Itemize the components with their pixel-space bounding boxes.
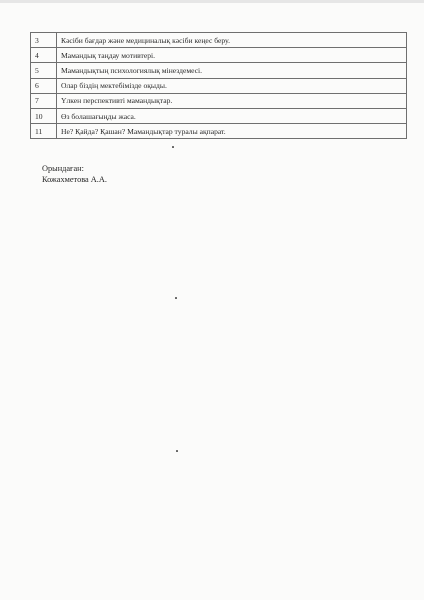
row-text: Мамандықтың психологиялық мінездемесі. [57,63,407,78]
table-row [31,124,407,139]
row-number: 11 [31,124,57,139]
signature-label: Орындаған: [42,164,84,173]
table-row [31,78,407,93]
row-text: Үлкен перспективті мамандықтар. [57,93,407,108]
signature-name: Кожахметова А.А. [42,174,107,184]
row-text: Кәсіби бағдар және медициналық кәсіби кеңес беру. [57,33,407,48]
row-number: 4 [31,48,57,63]
scan-speck [176,450,178,452]
row-text: Не? Қайда? Қашан? Мамандықтар туралы ақпарат. [57,124,407,139]
row-number: 7 [31,93,57,108]
row-number: 10 [31,108,57,123]
row-number: 5 [31,63,57,78]
table-row [31,48,407,63]
scan-edge [0,0,424,3]
table-row [31,33,407,48]
row-text: Мамандық таңдау мотивтері. [57,48,407,63]
table-row [31,63,407,78]
row-text: Өз болашағыңды жаса. [57,108,407,123]
scan-speck [172,146,174,148]
topics-table [30,32,407,139]
signature-block [42,164,107,185]
scan-speck [175,297,177,299]
table-row [31,93,407,108]
table-row [31,108,407,123]
row-text: Олар біздің мектебімізде оқыды. [57,78,407,93]
row-number: 3 [31,33,57,48]
row-number: 6 [31,78,57,93]
